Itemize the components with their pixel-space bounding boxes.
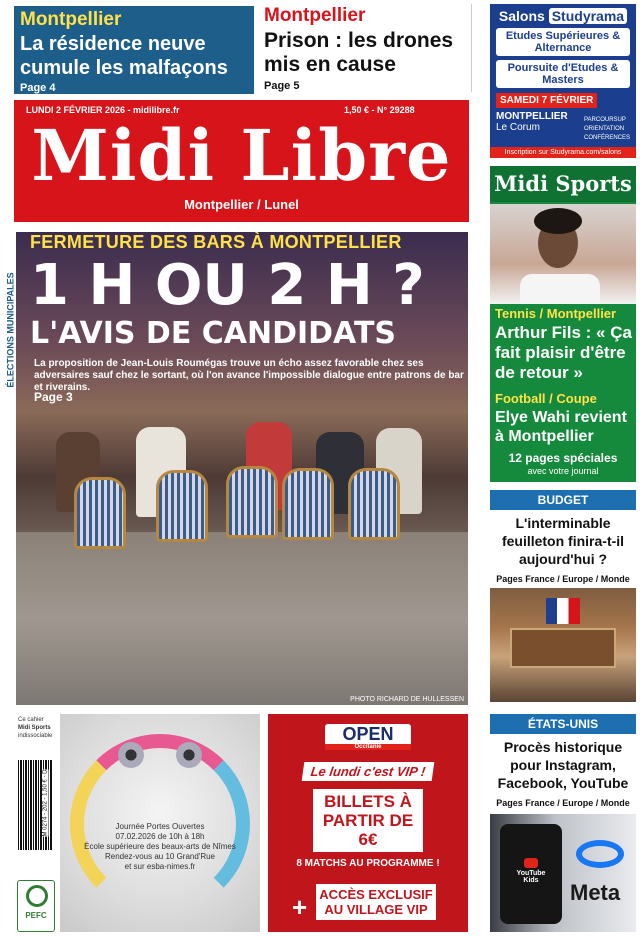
studyrama-box-etudes: Etudes Supérieures & Alternance [496, 28, 630, 56]
masthead-price: 1,50 € - N° 29288 [344, 105, 415, 115]
photo-bistro-chair [226, 466, 278, 538]
pefc-logo [17, 880, 55, 932]
youtube-kids-label: YouTube Kids [516, 870, 546, 884]
main-story[interactable] [16, 232, 468, 705]
plus-icon: + [292, 892, 308, 922]
open-logo [325, 724, 411, 750]
photo-bistro-chair [348, 468, 400, 540]
open-matchs: 8 MATCHS AU PROGRAMME ! [296, 858, 440, 869]
barcode [18, 760, 52, 850]
midi-sports-pages-sub: avec votre journal [527, 466, 599, 476]
studyrama-brand [496, 8, 630, 24]
meta-infinity-icon [576, 840, 624, 868]
midi-sports-pages: 12 pages spéciales [508, 451, 618, 465]
photo-hair [534, 208, 582, 234]
photo-bistro-chair [156, 470, 208, 542]
main-story-headline: 1 H OU 2 H ? [30, 253, 425, 318]
studyrama-date: SAMEDI 7 FÉVRIER [496, 93, 597, 108]
ad-line: Rendez-vous au 10 Grand'Rue [104, 852, 216, 861]
ad-line: Journée Portes Ouvertes [115, 822, 205, 831]
meta-logo: Meta [570, 880, 621, 905]
french-flag-icon [546, 598, 580, 624]
ad-line: et sur esba-nimes.fr [124, 862, 196, 871]
supplement-info-line: Midi Sports [18, 725, 51, 731]
open-occitanie-ad[interactable] [268, 714, 468, 932]
teaser-headline: Prison : les drones mis en cause [264, 29, 454, 76]
main-story-kicker: FERMETURE DES BARS À MONTPELLIER [30, 232, 402, 252]
photo-assembly-desk [510, 628, 616, 668]
etats-unis-headline[interactable]: Procès historique pour Instagram, Facebook, YouTube [497, 739, 629, 791]
studyrama-bullet: ORIENTATION [583, 126, 625, 132]
midi-sports-kicker: Football / Coupe [495, 391, 597, 406]
main-story-subhead: L'AVIS DE CANDIDATS [30, 316, 397, 351]
elections-label-text: ÉLECTIONS MUNICIPALES [5, 272, 16, 388]
photo-terrace-floor [16, 532, 468, 705]
youtube-kids-icon [516, 858, 546, 884]
section-label-etats-unis: ÉTATS-UNIS [490, 714, 636, 734]
teaser-headline: La résidence neuve cumule les malfaçons [20, 33, 228, 79]
studyrama-ad[interactable] [490, 4, 636, 158]
ad-line: École supérieure des beaux-arts de Nîmes [84, 842, 236, 851]
teaser-kicker: Montpellier [264, 5, 366, 26]
open-logo-text: OPEN [342, 724, 394, 744]
main-story-page: Page 3 [34, 390, 73, 404]
masthead-dateline: LUNDI 2 FÉVRIER 2026 - midilibre.fr [26, 105, 180, 115]
photo-bistro-chair [74, 477, 126, 549]
teaser-kicker: Montpellier [20, 9, 122, 30]
supplement-info-line: indissociable [18, 733, 53, 739]
ad-line: 07.02.2026 de 10h à 18h [115, 832, 205, 841]
photo-credit: PHOTO RICHARD DE HULLESSEN [350, 696, 464, 703]
studyrama-city: MONTPELLIER [496, 111, 568, 122]
studyrama-venue: Le Corum [496, 122, 540, 133]
open-billets: BILLETS À PARTIR DE 6€ [313, 789, 423, 852]
masthead [14, 100, 469, 222]
midi-sports-headline: Arthur Fils : « Ça fait plaisir d'être de retour » [495, 323, 632, 382]
studyrama-bullet: CONFÉRENCES [583, 135, 630, 141]
supplement-info-line: Ce cahier [18, 717, 44, 723]
studyrama-bullet: PARCOURSUP [583, 117, 626, 123]
budget-photo [490, 588, 636, 702]
meta-photo [490, 814, 636, 932]
pefc-tree-icon [26, 885, 48, 907]
arthur-fils-photo [490, 204, 636, 304]
studyrama-brand-name: Studyrama [549, 8, 627, 24]
beaux-arts-ad[interactable] [60, 714, 260, 932]
teaser-residence[interactable] [14, 6, 254, 94]
barcode-text: M 0274 - 202 - 1,50 € - D [42, 769, 49, 837]
beaux-arts-ad-text [60, 822, 260, 872]
photo-bistro-chair [282, 468, 334, 540]
studyrama-box-masters: Poursuite d'Etudes & Masters [496, 60, 630, 88]
midi-sports-kicker: Tennis / Montpellier [495, 306, 617, 321]
teaser-page: Page 4 [20, 82, 56, 94]
cat-eye-icon [176, 742, 202, 768]
open-vip-banner: Le lundi c'est VIP ! [302, 762, 435, 781]
budget-pages: Pages France / Europe / Monde [496, 574, 630, 584]
etats-unis-pages: Pages France / Europe / Monde [496, 798, 630, 808]
midi-sports-box[interactable] [490, 166, 636, 482]
cat-eye-icon [118, 742, 144, 768]
budget-headline[interactable]: L'interminable feuilleton finira-t-il aujourd'hui ? [501, 515, 625, 567]
section-label-budget: BUDGET [490, 490, 636, 510]
midi-sports-headline: Elye Wahi revient à Montpellier [495, 409, 627, 445]
photo-shirt [520, 274, 600, 304]
newspaper-logo: Midi Libre [31, 114, 452, 197]
studyrama-brand-prefix: Salons [498, 8, 545, 24]
main-story-lead: La proposition de Jean-Louis Roumégas trouve un écho assez favorable chez ses adversaires sauf chez le sortant, où l'on avance l'impossible dialogue entre patrons de bar et riverains. [34, 358, 464, 393]
teaser-page: Page 5 [264, 80, 300, 92]
masthead-edition: Montpellier / Lunel [184, 197, 299, 212]
midi-sports-logo: Midi Sports [490, 166, 636, 202]
open-acces: ACCÈS EXCLUSIF AU VILLAGE VIP [316, 884, 436, 920]
studyrama-inscription-link[interactable]: Inscription sur Studyrama.com/salons [490, 147, 636, 158]
pefc-label: PEFC [25, 911, 47, 920]
teaser-prison[interactable] [262, 4, 472, 92]
studyrama-bullets [584, 116, 630, 143]
open-logo-sub: Occitanie [325, 744, 411, 750]
